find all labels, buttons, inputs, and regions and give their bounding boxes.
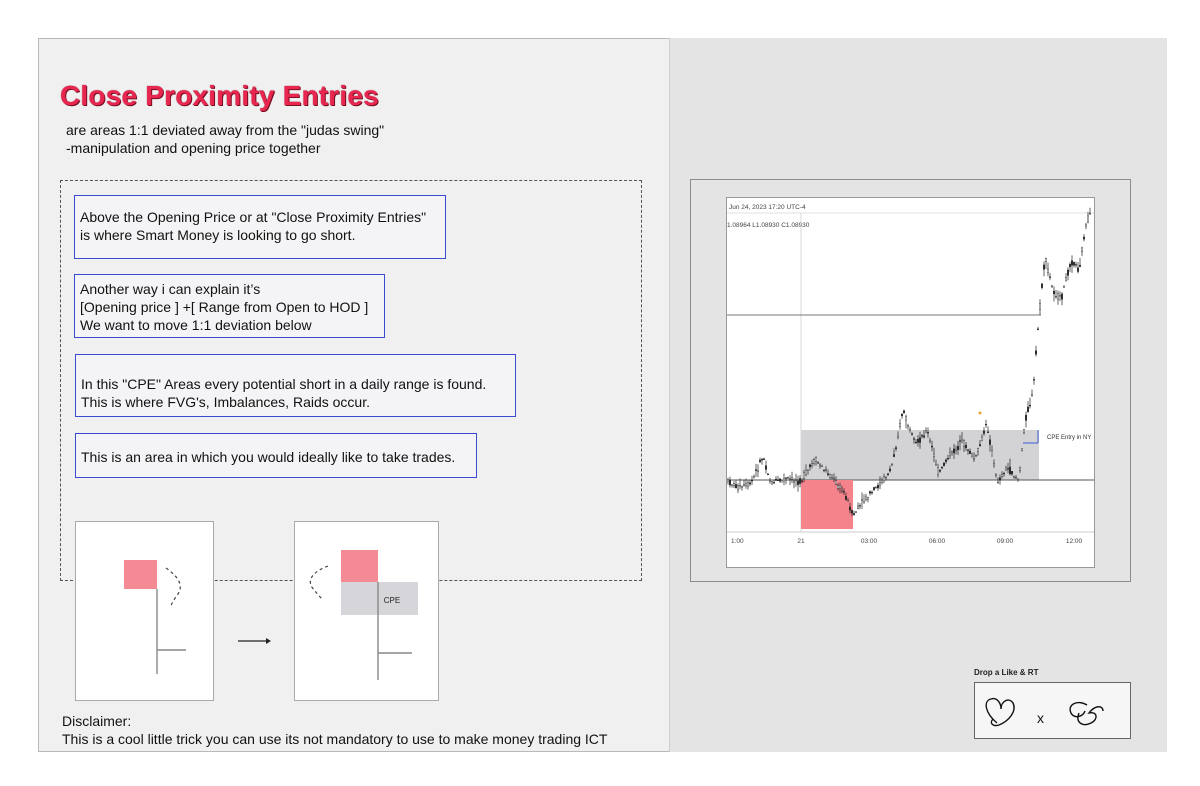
manipulation-box	[341, 550, 378, 582]
candle-body	[973, 459, 974, 460]
candle-body	[749, 483, 750, 484]
candle-body	[1009, 467, 1010, 474]
candle-body	[885, 477, 886, 478]
candle-body	[1001, 474, 1002, 476]
candle-body	[955, 449, 956, 450]
candle-body	[737, 486, 738, 490]
candle-body	[755, 470, 756, 471]
manipulation-box	[124, 560, 157, 589]
candle-body	[853, 513, 854, 514]
candle-body	[835, 481, 836, 484]
candle-body	[1029, 405, 1030, 406]
candle-body	[935, 465, 936, 466]
candle-body	[977, 449, 978, 452]
candle-body	[1063, 287, 1064, 288]
candle-body	[805, 470, 806, 475]
candle-body	[889, 469, 890, 471]
page-title: Close Proximity Entries	[60, 80, 379, 111]
candle-body	[911, 434, 912, 435]
note-2-line-3: We want to move 1:1 deviation below	[80, 317, 312, 333]
diagram-after	[295, 522, 438, 700]
social-box	[974, 682, 1131, 739]
note-2-line-1: Another way i can explain it’s	[80, 281, 261, 297]
candle-body	[747, 482, 748, 486]
candle-body	[1011, 471, 1012, 474]
candle-body	[957, 446, 958, 450]
candle-body	[731, 485, 732, 486]
candle-body	[863, 502, 864, 504]
candle-body	[1087, 216, 1088, 222]
candle-body	[777, 480, 778, 481]
social-label: Drop a Like & RT	[974, 668, 1039, 677]
x-tick-label: 21	[797, 538, 805, 545]
candle-body	[861, 499, 862, 500]
note-1	[74, 195, 446, 259]
diagram-card-after	[294, 521, 439, 701]
candle-body	[797, 481, 798, 485]
candle-body	[775, 479, 776, 480]
chart-ohlc: 1.08964 L1.08930 C1.08930	[727, 222, 810, 229]
candle-body	[1031, 395, 1032, 396]
candle-body	[969, 451, 970, 454]
candle-body	[1019, 468, 1020, 470]
candle-body	[997, 482, 998, 483]
candle-body	[763, 459, 764, 460]
candle-body	[963, 441, 964, 447]
candle-body	[881, 480, 882, 482]
candle-body	[1037, 329, 1038, 330]
candle-body	[781, 480, 782, 481]
note-4-line-1: This is an area in which you would ideally like to take trades.	[81, 449, 456, 465]
candle-body	[735, 484, 736, 488]
disclaimer	[62, 712, 607, 748]
candle-body	[927, 432, 928, 433]
candle-body	[847, 500, 848, 501]
candle-body	[925, 431, 926, 433]
candle-body	[915, 442, 916, 443]
candle-body	[999, 478, 1000, 480]
candle-body	[757, 471, 758, 472]
arrow-icon	[237, 634, 273, 648]
candle-body	[825, 470, 826, 471]
candle-body	[1073, 262, 1074, 265]
candle-body	[995, 475, 996, 476]
candle-body	[897, 436, 898, 437]
candle-body	[817, 463, 818, 464]
candle-body	[965, 445, 966, 448]
candle-body	[1047, 269, 1048, 273]
candle-body	[907, 426, 908, 427]
disclaimer-heading: Disclaimer:	[62, 713, 132, 729]
candle-body	[855, 512, 856, 513]
candle-body	[727, 479, 728, 482]
candle-body	[1005, 468, 1006, 470]
logo-icon	[1070, 703, 1103, 725]
candle-body	[819, 465, 820, 466]
candle-body	[1017, 479, 1018, 480]
candle-body	[795, 480, 796, 481]
candle-body	[1051, 285, 1052, 287]
candle-body	[869, 492, 870, 494]
candle-body	[947, 458, 948, 459]
candle-body	[767, 474, 768, 475]
candle-body	[831, 478, 832, 479]
candle-body	[765, 466, 766, 470]
candle-body	[901, 414, 902, 416]
candle-body	[811, 464, 812, 466]
cpe-zone	[341, 582, 418, 615]
candle-body	[783, 479, 784, 481]
diagram-card-before	[75, 521, 214, 701]
candle-body	[879, 483, 880, 486]
candle-body	[837, 486, 838, 489]
candle-body	[943, 463, 944, 466]
candle-body	[961, 439, 962, 441]
candle-body	[843, 492, 844, 493]
candle-body	[753, 477, 754, 478]
candle-body	[799, 479, 800, 484]
candle-body	[933, 454, 934, 456]
candle-body	[1015, 477, 1016, 478]
candle-body	[1053, 291, 1054, 294]
candle-body	[949, 453, 950, 456]
candle-body	[789, 479, 790, 480]
candle-body	[1077, 268, 1078, 272]
candle-body	[1055, 296, 1056, 297]
candle-body	[983, 431, 984, 434]
manipulation-zone	[801, 480, 853, 529]
candle-body	[745, 484, 746, 486]
candle-body	[859, 506, 860, 507]
candle-body	[743, 484, 744, 485]
candle-body	[849, 507, 850, 510]
note-2-line-2: [Opening price ] +[ Range from Open to HOD ]	[80, 299, 369, 315]
note-3-line-2: This is where FVG's, Imbalances, Raids occur.	[81, 394, 370, 410]
candle-body	[903, 411, 904, 413]
x-tick-label: 03:00	[860, 538, 878, 545]
candle-body	[729, 480, 730, 485]
social-signature	[975, 683, 1130, 738]
candle-body	[839, 485, 840, 488]
candle-body	[873, 487, 874, 489]
x-mark: x	[1037, 710, 1044, 726]
candle-body	[1079, 265, 1080, 266]
candle-body	[887, 474, 888, 475]
candle-body	[883, 477, 884, 481]
candle-body	[739, 485, 740, 486]
x-tick-label: 12:00	[1065, 538, 1083, 545]
candle-body	[967, 450, 968, 451]
x-axis-ticks	[731, 538, 1083, 545]
candle-body	[1013, 476, 1014, 477]
candle-body	[1025, 415, 1026, 420]
candle-body	[827, 474, 828, 475]
candle-body	[785, 478, 786, 479]
candle-body	[1067, 270, 1068, 275]
candle-body	[1003, 473, 1004, 474]
candle-body	[1089, 213, 1090, 214]
x-tick-label: 06:00	[928, 538, 946, 545]
candle-body	[791, 477, 792, 479]
candle-body	[793, 481, 794, 482]
candle-body	[829, 474, 830, 477]
candle-body	[741, 486, 742, 487]
candle-body	[891, 465, 892, 466]
candle-body	[1085, 225, 1086, 226]
candle-body	[1023, 430, 1024, 432]
x-tick-label: 09:00	[996, 538, 1014, 545]
candle-body	[809, 465, 810, 467]
candle-body	[959, 441, 960, 442]
candle-body	[823, 470, 824, 471]
candle-body	[865, 497, 866, 500]
note-3	[75, 354, 516, 417]
candle-body	[801, 481, 802, 482]
candle-body	[787, 478, 788, 479]
candle-body	[987, 432, 988, 433]
candle-body	[1041, 284, 1042, 288]
candle-body	[773, 482, 774, 483]
candle-body	[1021, 448, 1022, 450]
candle-body	[751, 480, 752, 481]
candle-body	[1045, 258, 1046, 261]
candle-body	[807, 470, 808, 471]
candle-body	[821, 466, 822, 467]
subtitle-line-1: are areas 1:1 deviated away from the "judas swing"	[66, 122, 385, 138]
candle-body	[877, 485, 878, 488]
note-4	[75, 433, 477, 478]
candle-body	[1081, 248, 1082, 252]
candle-body	[1071, 261, 1072, 266]
diagram-before	[76, 522, 213, 700]
candle-body	[1035, 351, 1036, 355]
candle-body	[893, 455, 894, 457]
candle-body	[975, 455, 976, 456]
candle-body	[857, 506, 858, 509]
candle-body	[771, 481, 772, 484]
swing-path	[166, 568, 180, 606]
candle-body	[909, 429, 910, 430]
disclaimer-text: This is a cool little trick you can use its not mandatory to use to make money trading ICT	[62, 731, 608, 747]
candle-body	[851, 511, 852, 514]
note-2	[74, 274, 385, 338]
candle-body	[813, 460, 814, 464]
candle-body	[733, 484, 734, 486]
heart-icon	[986, 699, 1014, 726]
candle-body	[769, 480, 770, 481]
candle-body	[815, 458, 816, 462]
candle-body	[923, 436, 924, 437]
candle-body	[941, 467, 942, 468]
note-1-line-2: is where Smart Money is looking to go short.	[80, 227, 356, 243]
candle-body	[905, 417, 906, 420]
chart-header-date: Jun 24, 2023 17:20 UTC-4	[729, 204, 806, 211]
candle-body	[1075, 265, 1076, 266]
candle-body	[931, 446, 932, 447]
candle-body	[937, 467, 938, 474]
candle-body	[1059, 295, 1060, 296]
candle-body	[761, 459, 762, 460]
candle-body	[985, 424, 986, 425]
subtitle	[66, 121, 384, 157]
candle-body	[1027, 407, 1028, 412]
subtitle-line-2: -manipulation and opening price together	[66, 140, 321, 156]
candle-body	[1043, 265, 1044, 269]
candle-body	[1057, 293, 1058, 299]
chart-svg	[727, 198, 1094, 567]
candle-body	[971, 454, 972, 456]
candle-body	[917, 439, 918, 442]
note-3-line-1: In this "CPE" Areas every potential short in a daily range is found.	[81, 376, 487, 392]
candle-body	[929, 440, 930, 441]
candle-body	[871, 492, 872, 493]
candle-body	[945, 460, 946, 462]
note-1-line-1: Above the Opening Price or at "Close Proximity Entries"	[80, 209, 427, 225]
candle-body	[953, 449, 954, 453]
candle-body	[899, 423, 900, 426]
candle-body	[1061, 294, 1062, 299]
candle-body	[979, 445, 980, 446]
candle-body	[1033, 379, 1034, 380]
price-chart	[726, 197, 1095, 568]
candle-body	[875, 487, 876, 488]
candle-body	[913, 439, 914, 440]
candle-body	[845, 496, 846, 500]
swing-path	[310, 566, 328, 600]
candle-body	[939, 470, 940, 471]
candle-body	[951, 451, 952, 453]
candle-body	[759, 460, 760, 462]
candle-body	[1039, 304, 1040, 310]
candle-body	[841, 490, 842, 491]
event-dot	[979, 412, 982, 415]
candle-body	[1007, 469, 1008, 470]
cpe-label: CPE	[383, 596, 401, 605]
candle-body	[921, 436, 922, 437]
x-tick-label: 1:00	[731, 538, 744, 545]
candle-body	[1049, 277, 1050, 278]
candle-body	[1065, 278, 1066, 281]
candle-body	[833, 478, 834, 479]
candle-body	[989, 440, 990, 445]
candle-body	[919, 438, 920, 443]
candle-body	[993, 464, 994, 465]
cpe-entry-annotation: CPE Entry in NY	[1047, 435, 1092, 441]
candle-body	[895, 448, 896, 449]
candle-body	[981, 437, 982, 440]
candle-body	[803, 473, 804, 479]
candle-body	[1069, 264, 1070, 267]
candle-body	[779, 479, 780, 482]
candle-body	[991, 451, 992, 456]
candle-body	[867, 498, 868, 500]
candle-body	[1083, 237, 1084, 239]
